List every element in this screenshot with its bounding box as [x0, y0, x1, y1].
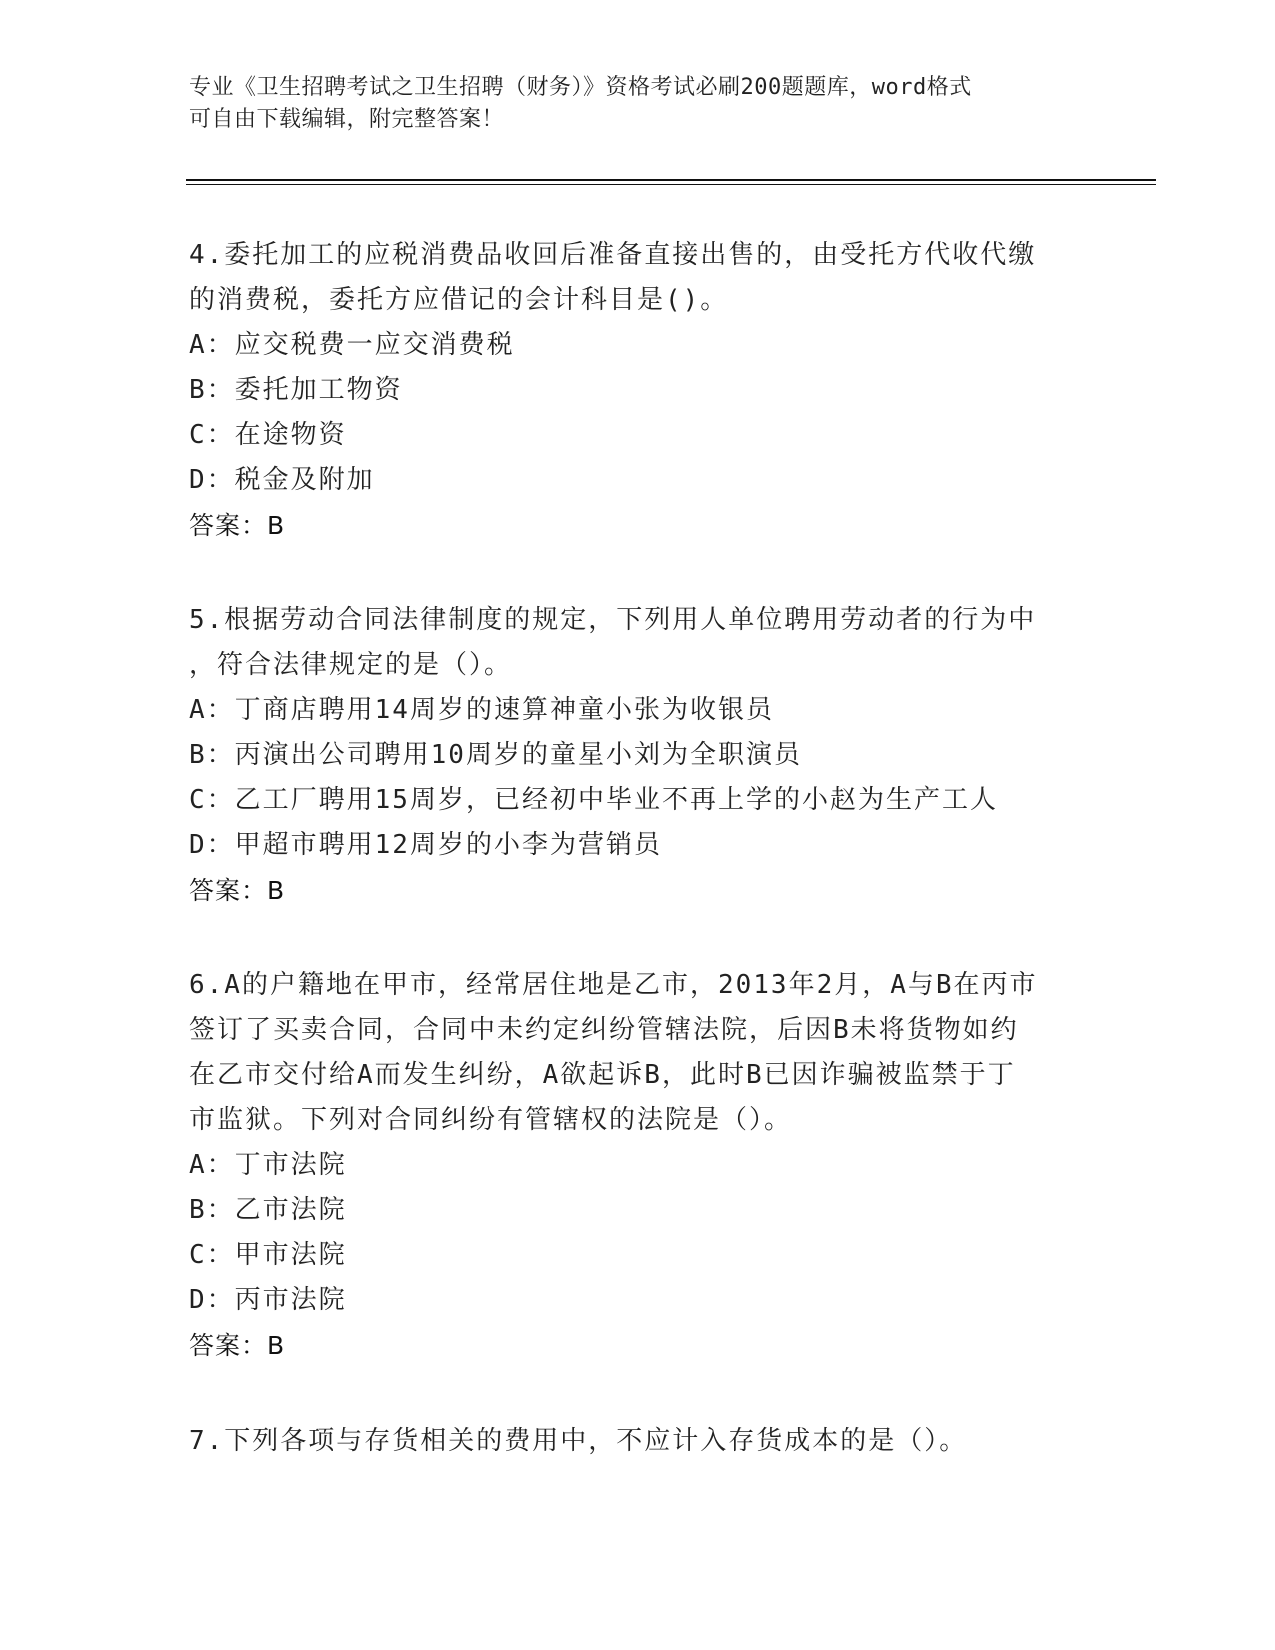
question-stem-line: 5.根据劳动合同法律制度的规定，下列用人单位聘用劳动者的行为中 [189, 605, 1037, 635]
option-b: B：委托加工物资 [189, 375, 403, 405]
option-d: D：税金及附加 [189, 465, 375, 495]
answer: 答案：B [189, 511, 286, 540]
document-header [189, 72, 1089, 136]
answer: 答案：B [189, 1331, 286, 1360]
option-c: C：在途物资 [189, 420, 347, 450]
question-5 [189, 598, 1089, 913]
option-b: B：乙市法院 [189, 1195, 347, 1225]
header-divider [186, 179, 1156, 181]
question-stem-line: 6.A的户籍地在甲市，经常居住地是乙市，2013年2月，A与B在丙市 [189, 970, 1038, 1000]
header-line-1: 专业《卫生招聘考试之卫生招聘（财务）》资格考试必刷200题题库，word格式 [189, 75, 972, 100]
option-a: A：丁市法院 [189, 1150, 347, 1180]
question-stem-line: 7.下列各项与存货相关的费用中，不应计入存货成本的是（）。 [189, 1426, 968, 1456]
question-6 [189, 963, 1089, 1368]
question-stem-line: 市监狱。下列对合同纠纷有管辖权的法院是（）。 [189, 1105, 793, 1135]
option-a: A：丁商店聘用14周岁的速算神童小张为收银员 [189, 695, 774, 725]
option-b: B：丙演出公司聘用10周岁的童星小刘为全职演员 [189, 740, 802, 770]
question-stem-line: 签订了买卖合同，合同中未约定纠纷管辖法院，后因B未将货物如约 [189, 1015, 1019, 1045]
option-a: A：应交税费一应交消费税 [189, 330, 515, 360]
question-4 [189, 233, 1089, 548]
header-divider-thin [186, 184, 1156, 185]
question-stem-line: 的消费税，委托方应借记的会计科目是()。 [189, 285, 729, 315]
question-stem-line: ，符合法律规定的是（）。 [189, 650, 513, 680]
question-stem-line: 4.委托加工的应税消费品收回后准备直接出售的，由受托方代收代缴 [189, 240, 1037, 270]
header-line-2: 可自由下载编辑，附完整答案！ [189, 107, 505, 132]
question-stem-line: 在乙市交付给A而发生纠纷，A欲起诉B，此时B已因诈骗被监禁于丁 [189, 1060, 1016, 1090]
question-7 [189, 1419, 1089, 1464]
option-c: C：乙工厂聘用15周岁，已经初中毕业不再上学的小赵为生产工人 [189, 785, 998, 815]
option-d: D：丙市法院 [189, 1285, 347, 1315]
answer: 答案：B [189, 876, 286, 905]
option-d: D：甲超市聘用12周岁的小李为营销员 [189, 830, 662, 860]
option-c: C：甲市法院 [189, 1240, 347, 1270]
